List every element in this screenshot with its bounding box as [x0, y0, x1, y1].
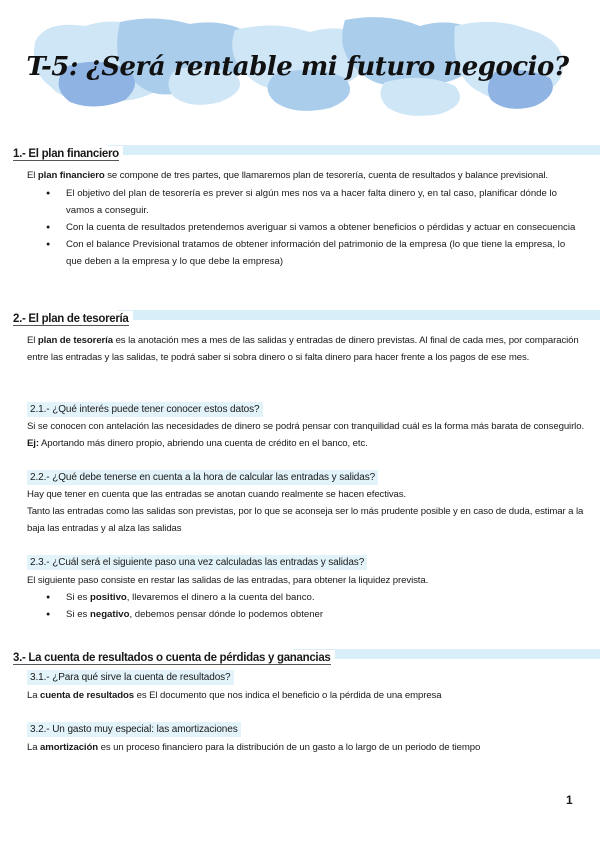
section-1-heading: 1.- El plan financiero [13, 142, 600, 158]
section-3-heading: 3.- La cuenta de resultados o cuenta de pérdidas y ganancias [13, 646, 600, 662]
section-2-intro: El plan de tesorería es la anotación mes a mes de las salidas y entradas de dinero previstas. Al final de cada mes, por comparación entre las entradas y las salidas, te podrá saber si sobra dinero o si falta dinero para hacer frente a los pagos de ese mes. [27, 335, 579, 363]
section-2-heading: 2.- El plan de tesorería [13, 307, 600, 323]
splash-8 [380, 78, 460, 116]
section-1-intro: El plan financiero se compone de tres partes, que llamaremos plan de tesorería, cuenta de resultados y balance previsional. [27, 170, 548, 181]
subsection-3-1-title: 3.1.- ¿Para qué sirve la cuenta de resultados? [27, 670, 234, 685]
list-item: ● Con la cuenta de resultados pretendemos averiguar si vamos a obtener beneficios o pérdidas y actuar en consecuencia [46, 219, 576, 236]
list-item: ● Si es negativo, debemos pensar dónde lo podemos obtener [46, 606, 576, 623]
section-1-bullets [46, 185, 576, 270]
subsection-3-1-text: La cuenta de resultados es El documento que nos indica el beneficio o la pérdida de una empresa [27, 690, 442, 701]
subsection-2-1-title: 2.1.- ¿Qué interés puede tener conocer estos datos? [27, 402, 263, 417]
subsection-2-1-text: Si se conocen con antelación las necesidades de dinero se podrá pensar con tranquilidad cuál es la forma más barata de conseguirlo. Ej: Aportando más dinero propio, abriendo una cuenta de crédito en el banco, etc. [27, 421, 585, 449]
list-item: ● Si es positivo, llevaremos el dinero a la cuenta del banco. [46, 589, 576, 606]
subsection-2-3-bullets [46, 589, 576, 623]
subsection-3-2-title: 3.2.- Un gasto muy especial: las amortizaciones [27, 722, 241, 737]
subsection-2-2-title: 2.2.- ¿Qué debe tenerse en cuenta a la hora de calcular las entradas y salidas? [27, 470, 378, 485]
subsection-3-2-text: La amortización es un proceso financiero para la distribución de un gasto a lo largo de un periodo de tiempo [27, 742, 481, 753]
list-item: ● El objetivo del plan de tesorería es prever si algún mes nos va a hacer falta dinero y, en tal caso, planificar dónde lo vamos a conseguir. [46, 185, 576, 219]
page-number: 1 [566, 793, 573, 807]
subsection-2-2-text-2: Tanto las entradas como las salidas son previstas, por lo que se aconseja ser lo más prudente posible y en caso de duda, estimar a la baja las entradas y al alza las salidas [27, 506, 584, 534]
subsection-2-2-text-1: Hay que tener en cuenta que las entradas se anotan cuando realmente se hacen efectivas. [27, 489, 407, 500]
title-banner [25, 12, 570, 120]
subsection-2-3-title: 2.3.- ¿Cuál será el siguiente paso una vez calculadas las entradas y salidas? [27, 555, 367, 570]
subsection-2-3-text: El siguiente paso consiste en restar las salidas de las entradas, para obtener la liquidez prevista. [27, 575, 429, 586]
list-item: ● Con el balance Previsional tratamos de obtener información del patrimonio de la empresa (lo que tiene la empresa, lo que deben a la empresa y lo que debe la empresa) [46, 236, 576, 270]
page-title: T-5: ¿Será rentable mi futuro negocio? [26, 52, 569, 82]
